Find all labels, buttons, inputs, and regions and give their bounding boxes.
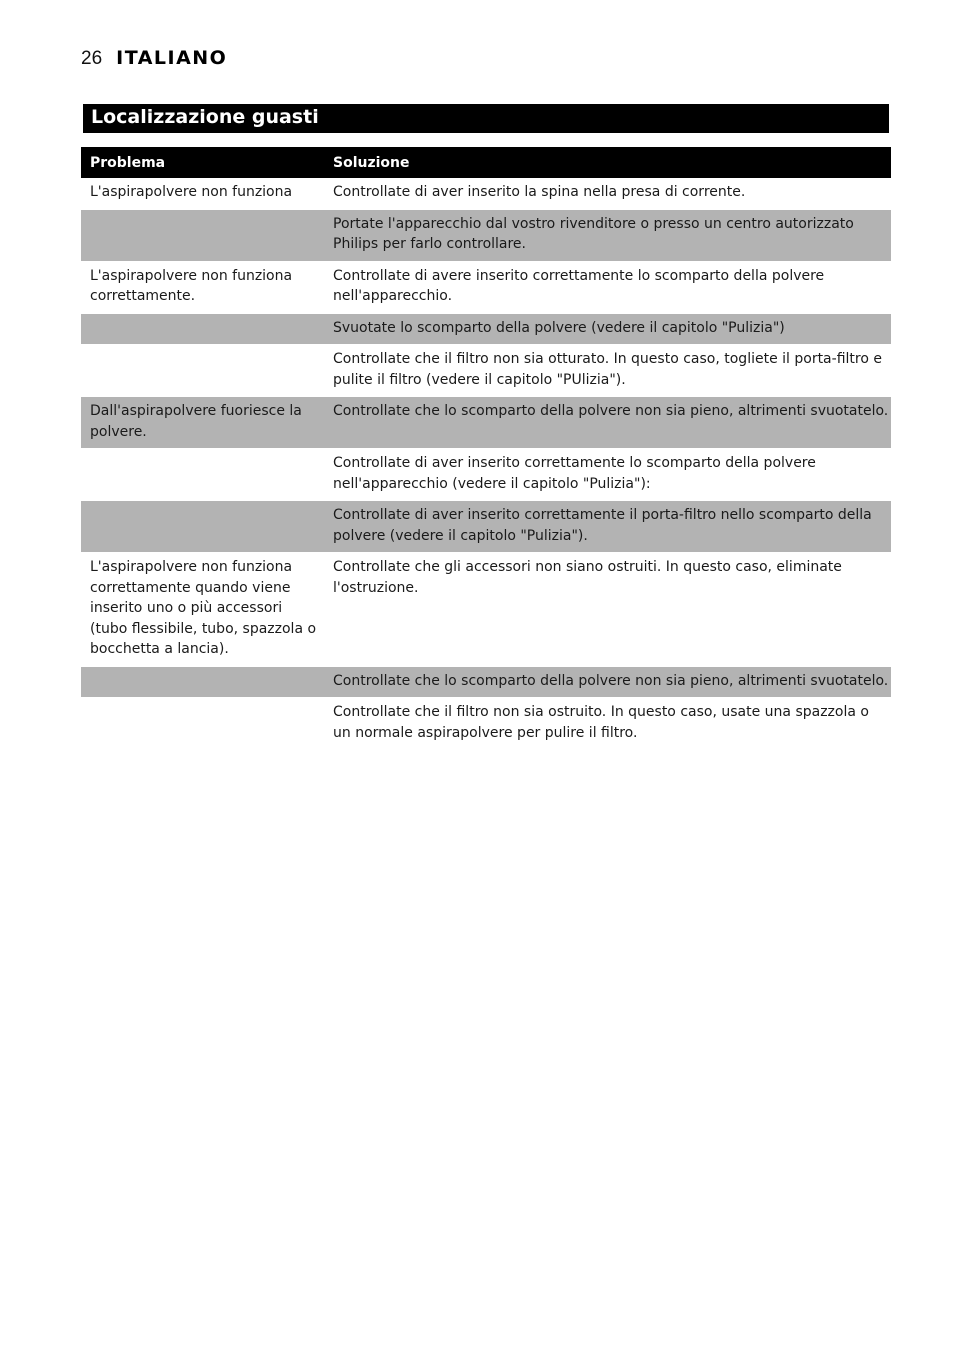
table-row bbox=[81, 553, 891, 667]
page-header bbox=[81, 47, 227, 75]
problem-cell: L'aspirapolvere non funziona correttamente quando viene inserito uno o più accessori (tubo flessibile, tubo, spazzola o bocchetta a lancia). bbox=[81, 553, 324, 667]
solution-cell: Controllate che lo scomparto della polvere non sia pieno, altrimenti svuotatelo. bbox=[324, 397, 891, 449]
table-row bbox=[81, 397, 891, 449]
solution-cell: Controllate che il filtro non sia otturato. In questo caso, togliete il porta-filtro e pulite il filtro (vedere il capitolo "PUlizia"). bbox=[324, 345, 891, 397]
solution-cell: Portate l'apparecchio dal vostro rivenditore o presso un centro autorizzato Philips per farlo controllare. bbox=[324, 209, 891, 261]
solution-cell: Svuotate lo scomparto della polvere (vedere il capitolo "Pulizia") bbox=[324, 313, 891, 345]
table-row bbox=[81, 449, 891, 501]
solution-cell: Controllate di aver inserito correttamente il porta-filtro nello scomparto della polvere (vedere il capitolo "Pulizia"). bbox=[324, 501, 891, 553]
solution-cell: Controllate che gli accessori non siano ostruiti. In questo caso, eliminate l'ostruzione. bbox=[324, 553, 891, 667]
solution-cell: Controllate di avere inserito correttamente lo scomparto della polvere nell'apparecchio. bbox=[324, 261, 891, 313]
problem-cell: L'aspirapolvere non funziona correttamente. bbox=[81, 261, 324, 313]
solution-cell: Controllate che il filtro non sia ostruito. In questo caso, usate una spazzola o un normale aspirapolvere per pulire il filtro. bbox=[324, 698, 891, 750]
language-title: ITALIANO bbox=[116, 47, 228, 69]
solution-cell: Controllate che lo scomparto della polvere non sia pieno, altrimenti svuotatelo. bbox=[324, 666, 891, 698]
problem-cell bbox=[81, 666, 324, 698]
table-row bbox=[81, 698, 891, 750]
solution-cell: Controllate di aver inserito la spina nella presa di corrente. bbox=[324, 178, 891, 209]
problem-cell bbox=[81, 209, 324, 261]
problem-cell bbox=[81, 698, 324, 750]
table-row bbox=[81, 261, 891, 313]
problem-cell bbox=[81, 449, 324, 501]
problem-cell: L'aspirapolvere non funziona bbox=[81, 178, 324, 209]
problem-cell bbox=[81, 501, 324, 553]
table-row bbox=[81, 209, 891, 261]
table-row bbox=[81, 501, 891, 553]
problem-cell: Dall'aspirapolvere fuoriesce la polvere. bbox=[81, 397, 324, 449]
troubleshooting-table bbox=[81, 147, 891, 750]
table-row bbox=[81, 178, 891, 209]
column-header-solution: Soluzione bbox=[324, 147, 891, 178]
table-row bbox=[81, 345, 891, 397]
section-title: Localizzazione guasti bbox=[83, 104, 889, 133]
table-row bbox=[81, 666, 891, 698]
table-header-row bbox=[81, 147, 891, 178]
solution-cell: Controllate di aver inserito correttamente lo scomparto della polvere nell'apparecchio (vedere il capitolo "Pulizia"): bbox=[324, 449, 891, 501]
page-number: 26 bbox=[81, 48, 103, 69]
column-header-problem: Problema bbox=[81, 147, 324, 178]
problem-cell bbox=[81, 345, 324, 397]
problem-cell bbox=[81, 313, 324, 345]
table-row bbox=[81, 313, 891, 345]
